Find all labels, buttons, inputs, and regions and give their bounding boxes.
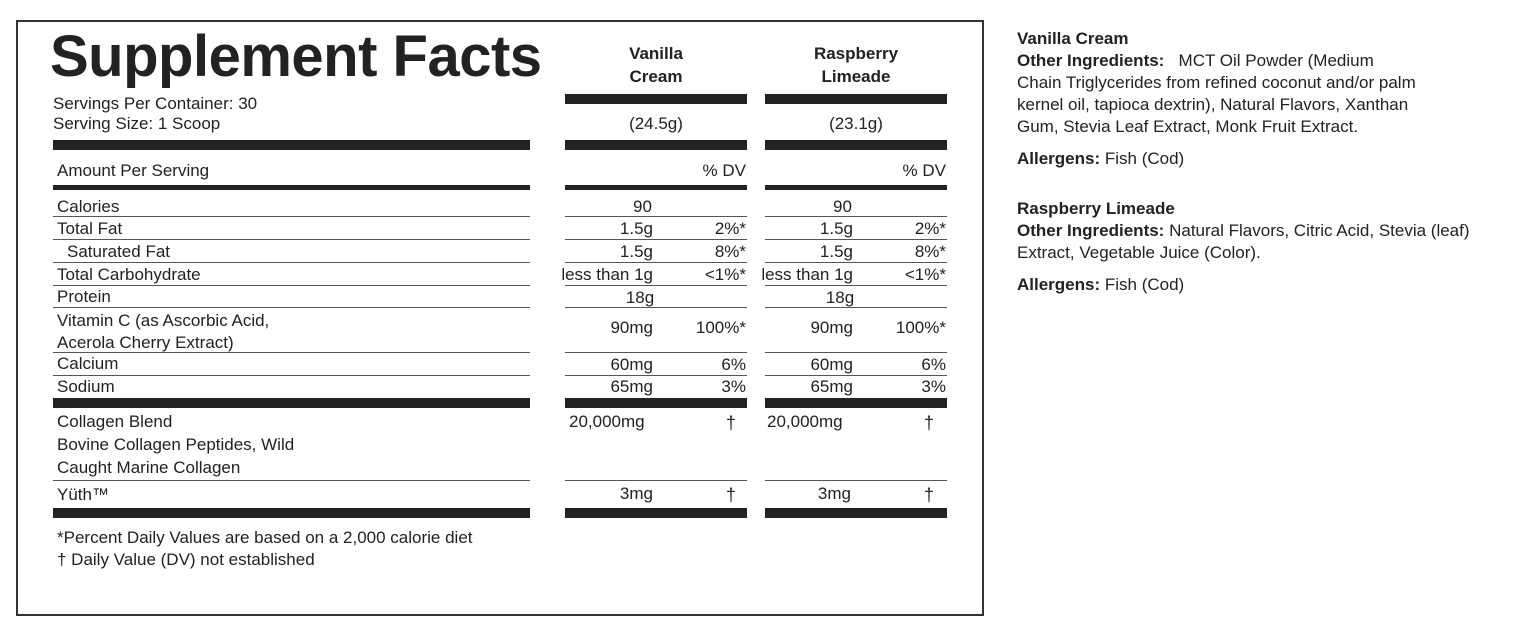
row-divider <box>53 285 530 286</box>
row-divider <box>565 307 747 308</box>
row-divider <box>765 285 947 286</box>
nutrient-dv-raspberry: 2%* <box>914 219 946 238</box>
section-bar <box>53 185 530 190</box>
nutrient-dv-vanilla: 6% <box>721 355 746 374</box>
vanilla-ingredients-line1: MCT Oil Powder (Medium <box>1178 51 1374 70</box>
collagen-blend-detail-line2: Caught Marine Collagen <box>57 458 241 477</box>
nutrient-amount-raspberry: 60mg <box>810 355 853 374</box>
dv-header-raspberry: % DV <box>902 161 946 180</box>
nutrient-amount-vanilla: 60mg <box>610 355 653 374</box>
section-bar <box>565 140 747 150</box>
section-bar <box>765 140 947 150</box>
yuth-dv-raspberry: † <box>923 485 934 505</box>
section-bar <box>565 185 747 190</box>
vanilla-ingredients-line4: Gum, Stevia Leaf Extract, Monk Fruit Extract. <box>1017 117 1359 136</box>
nutrient-dv-raspberry: 3% <box>921 377 946 396</box>
column-name-line2: Cream <box>629 67 683 86</box>
collagen-blend-detail-line1: Bovine Collagen Peptides, Wild <box>57 435 295 454</box>
nutrient-amount-vanilla: 1.5g <box>619 242 653 261</box>
section-bar <box>765 508 947 518</box>
column-header-vanilla <box>565 42 747 88</box>
nutrient-amount-raspberry: 90mg <box>810 318 853 337</box>
row-divider <box>565 262 747 263</box>
vanilla-ingredients-label: Other Ingredients: <box>1017 51 1165 70</box>
row-divider <box>765 352 947 353</box>
section-bar <box>53 508 530 518</box>
section-bar <box>53 398 530 408</box>
raspberry-allergens-label: Allergens: <box>1017 275 1101 294</box>
nutrient-amount-vanilla: 90mg <box>610 318 653 337</box>
nutrient-amount-vanilla: 1.5g <box>619 219 653 238</box>
section-bar <box>765 185 947 190</box>
row-divider <box>53 262 530 263</box>
row-divider <box>53 307 530 308</box>
nutrient-dv-raspberry: 100%* <box>895 318 946 337</box>
column-name-line2: Limeade <box>821 67 891 86</box>
nutrient-dv-vanilla: 8%* <box>714 242 746 261</box>
collagen-dv-vanilla: † <box>725 413 736 433</box>
row-divider <box>765 239 947 240</box>
nutrient-amount-raspberry: 1.5g <box>819 242 853 261</box>
yuth-amount-vanilla: 3mg <box>619 484 653 503</box>
vanilla-heading: Vanilla Cream <box>1017 29 1129 48</box>
section-bar <box>565 508 747 518</box>
panel-title: Supplement Facts <box>50 24 542 89</box>
nutrient-dv-vanilla: <1%* <box>704 265 746 284</box>
serving-size: Serving Size: 1 Scoop <box>53 114 221 133</box>
row-divider <box>565 216 747 217</box>
row-divider <box>765 375 947 376</box>
row-divider <box>765 262 947 263</box>
row-divider <box>765 307 947 308</box>
vanilla-ingredients-line3: kernel oil, tapioca dextrin), Natural Flavors, Xanthan <box>1017 95 1409 114</box>
nutrient-label: Protein <box>57 287 111 306</box>
column-header-raspberry <box>765 42 947 88</box>
row-divider <box>765 480 947 481</box>
raspberry-ingredients-label: Other Ingredients: <box>1017 221 1165 240</box>
nutrient-dv-vanilla: 100%* <box>695 318 746 337</box>
vanilla-allergens-label: Allergens: <box>1017 149 1101 168</box>
header-bar <box>765 94 947 104</box>
footnote-dv-not-established: † Daily Value (DV) not established <box>57 550 315 569</box>
amount-per-serving-label: Amount Per Serving <box>57 161 210 180</box>
section-bar <box>565 398 747 408</box>
row-divider <box>53 239 530 240</box>
nutrient-amount-raspberry: 90 <box>833 197 852 216</box>
collagen-amount-vanilla: 20,000mg <box>569 412 645 431</box>
nutrient-label: Calories <box>57 197 120 216</box>
raspberry-ingredients-line1: Natural Flavors, Citric Acid, Stevia (leaf) <box>1169 221 1470 240</box>
collagen-dv-raspberry: † <box>923 413 934 433</box>
nutrient-amount-raspberry: less than 1g <box>761 265 853 284</box>
yuth-dv-vanilla: † <box>725 485 736 505</box>
nutrient-label-line1: Vitamin C (as Ascorbic Acid, <box>57 311 270 330</box>
nutrient-amount-vanilla: 65mg <box>610 377 653 396</box>
row-divider <box>53 216 530 217</box>
ingredients-section <box>1017 28 1532 296</box>
raspberry-ingredients-line2: Extract, Vegetable Juice (Color). <box>1017 243 1261 262</box>
nutrient-dv-raspberry: <1%* <box>904 265 946 284</box>
section-bar <box>53 140 530 150</box>
yuth-label: Yüth™ <box>57 485 109 504</box>
nutrient-amount-raspberry: 1.5g <box>819 219 853 238</box>
servings-per-container: Servings Per Container: 30 <box>53 94 258 113</box>
nutrient-label: Total Fat <box>57 219 123 238</box>
nutrient-label: Total Carbohydrate <box>57 265 201 284</box>
nutrient-amount-raspberry: 18g <box>825 288 855 307</box>
nutrient-amount-vanilla: less than 1g <box>561 265 653 284</box>
serving-weight-vanilla: (24.5g) <box>629 114 683 133</box>
nutrient-dv-raspberry: 6% <box>921 355 946 374</box>
dv-header-vanilla: % DV <box>702 161 746 180</box>
row-divider <box>565 285 747 286</box>
vanilla-ingredients-line2: Chain Triglycerides from refined coconut and/or palm <box>1017 73 1416 92</box>
nutrient-label: Saturated Fat <box>67 242 171 261</box>
footnote-percent-dv: *Percent Daily Values are based on a 2,000 calorie diet <box>57 528 473 547</box>
row-divider <box>765 216 947 217</box>
row-divider <box>53 375 530 376</box>
nutrient-dv-vanilla: 2%* <box>714 219 746 238</box>
nutrient-amount-vanilla: 18g <box>625 288 655 307</box>
nutrient-label-line2: Acerola Cherry Extract) <box>57 333 234 352</box>
column-name-line1: Vanilla <box>629 44 683 63</box>
nutrient-dv-raspberry: 8%* <box>914 242 946 261</box>
section-bar <box>765 398 947 408</box>
header-bar <box>565 94 747 104</box>
row-divider <box>565 352 747 353</box>
nutrient-dv-vanilla: 3% <box>721 377 746 396</box>
row-divider <box>565 239 747 240</box>
yuth-amount-raspberry: 3mg <box>817 484 851 503</box>
row-divider <box>53 352 530 353</box>
nutrient-label: Sodium <box>57 377 115 396</box>
nutrient-amount-vanilla: 90 <box>633 197 652 216</box>
row-divider <box>53 480 530 481</box>
nutrient-amount-raspberry: 65mg <box>810 377 853 396</box>
collagen-amount-raspberry: 20,000mg <box>767 412 843 431</box>
collagen-blend-label: Collagen Blend <box>57 412 173 431</box>
raspberry-allergens: Fish (Cod) <box>1104 275 1185 294</box>
column-name-line1: Raspberry <box>813 44 899 63</box>
row-divider <box>565 375 747 376</box>
nutrient-label: Calcium <box>57 354 119 373</box>
raspberry-heading: Raspberry Limeade <box>1017 199 1175 218</box>
serving-weight-raspberry: (23.1g) <box>829 114 883 133</box>
vanilla-allergens: Fish (Cod) <box>1104 149 1185 168</box>
row-divider <box>565 480 747 481</box>
